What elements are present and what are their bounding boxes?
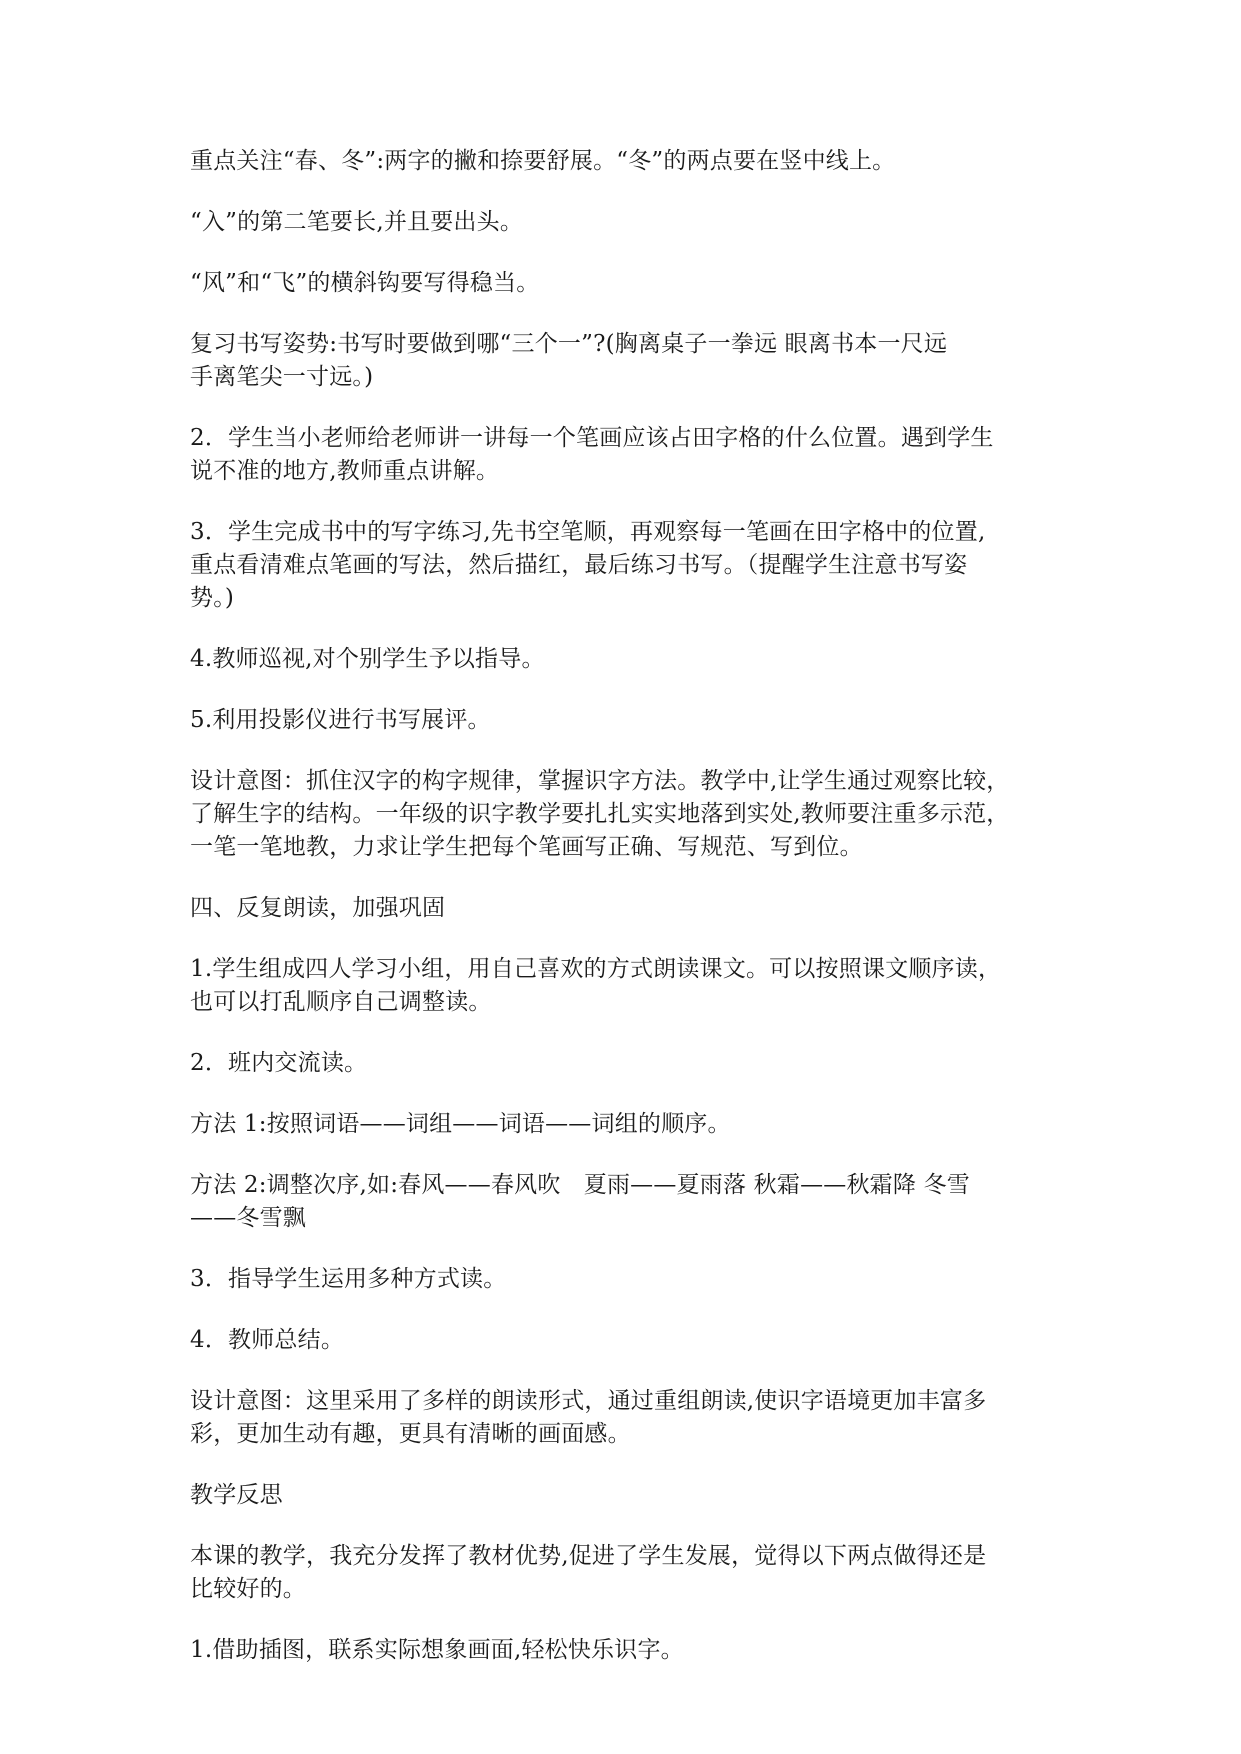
text-line: 手离笔尖一寸远。) bbox=[190, 364, 374, 390]
paragraph bbox=[190, 516, 1060, 615]
text-line: “风”和“飞”的横斜钩要写得稳当。 bbox=[190, 270, 540, 296]
paragraph bbox=[190, 1108, 1060, 1141]
paragraph bbox=[190, 422, 1060, 488]
text-line: 5.利用投影仪进行书写展评。 bbox=[190, 707, 491, 733]
text-line: 势。) bbox=[190, 585, 235, 611]
text-line: 2．学生当小老师给老师讲一讲每一个笔画应该占田字格的什么位置。遇到学生 bbox=[190, 425, 994, 451]
text-line: 重点关注“春、冬”:两字的撇和捺要舒展。“冬”的两点要在竖中线上。 bbox=[190, 148, 896, 174]
paragraph bbox=[190, 1634, 1060, 1667]
text-line: 3．学生完成书中的写字练习,先书空笔顺，再观察每一笔画在田字格中的位置, bbox=[190, 519, 986, 545]
text-line: 设计意图：这里采用了多样的朗读形式，通过重组朗读,使识字语境更加丰富多 bbox=[190, 1388, 987, 1414]
paragraph bbox=[190, 1263, 1060, 1296]
text-line: “入”的第二笔要长,并且要出头。 bbox=[190, 209, 524, 235]
text-line: 了解生字的结构。一年级的识字教学要扎扎实实地落到实处,教师要注重多示范， bbox=[190, 801, 1010, 827]
text-line: 比较好的。 bbox=[190, 1576, 306, 1602]
text-line: 也可以打乱顺序自己调整读。 bbox=[190, 989, 492, 1015]
document-page bbox=[190, 145, 1060, 1695]
text-line: ——冬雪飘 bbox=[190, 1205, 306, 1231]
text-line: 说不准的地方,教师重点讲解。 bbox=[190, 458, 500, 484]
text-line: 教学反思 bbox=[190, 1482, 283, 1508]
paragraph bbox=[190, 953, 1060, 1019]
text-line: 4.教师巡视,对个别学生予以指导。 bbox=[190, 646, 545, 672]
text-line: 设计意图：抓住汉字的构字规律，掌握识字方法。教学中,让学生通过观察比较， bbox=[190, 768, 1010, 794]
text-line: 方法 1:按照词语——词组——词语——词组的顺序。 bbox=[190, 1111, 731, 1137]
paragraph bbox=[190, 892, 1060, 925]
paragraph bbox=[190, 765, 1060, 864]
paragraph bbox=[190, 267, 1060, 300]
text-line: 1.学生组成四人学习小组，用自己喜欢的方式朗读课文。可以按照课文顺序读， bbox=[190, 956, 1002, 982]
paragraph bbox=[190, 704, 1060, 737]
text-line: 2．班内交流读。 bbox=[190, 1050, 368, 1076]
paragraph bbox=[190, 145, 1060, 178]
text-line: 四、反复朗读，加强巩固 bbox=[190, 895, 446, 921]
paragraph bbox=[190, 328, 1060, 394]
text-line: 本课的教学，我充分发挥了教材优势,促进了学生发展，觉得以下两点做得还是 bbox=[190, 1543, 987, 1569]
text-line: 3．指导学生运用多种方式读。 bbox=[190, 1266, 507, 1292]
paragraph bbox=[190, 1479, 1060, 1512]
paragraph bbox=[190, 1047, 1060, 1080]
text-line: 彩，更加生动有趣，更具有清晰的画面感。 bbox=[190, 1421, 631, 1447]
paragraph bbox=[190, 643, 1060, 676]
paragraph bbox=[190, 1169, 1060, 1235]
text-line: 方法 2:调整次序,如:春风——春风吹 夏雨——夏雨落 秋霜——秋霜降 冬雪 bbox=[190, 1172, 970, 1198]
text-line: 1.借助插图，联系实际想象画面,轻松快乐识字。 bbox=[190, 1637, 684, 1663]
paragraph bbox=[190, 1540, 1060, 1606]
text-line: 复习书写姿势:书写时要做到哪“三个一”?(胸离桌子一拳远 眼离书本一尺远 bbox=[190, 331, 948, 357]
text-line: 重点看清难点笔画的写法，然后描红，最后练习书写。（提醒学生注意书写姿 bbox=[190, 552, 968, 578]
paragraph bbox=[190, 1324, 1060, 1357]
paragraph bbox=[190, 206, 1060, 239]
paragraph bbox=[190, 1385, 1060, 1451]
text-line: 一笔一笔地教，力求让学生把每个笔画写正确、写规范、写到位。 bbox=[190, 834, 863, 860]
text-line: 4．教师总结。 bbox=[190, 1327, 345, 1353]
